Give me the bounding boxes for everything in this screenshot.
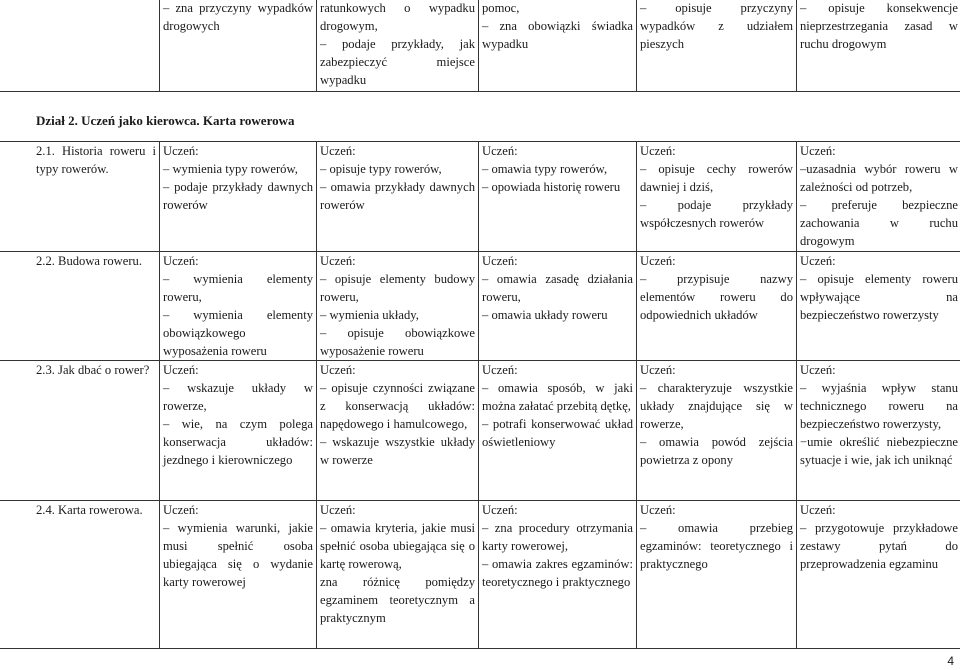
cell-heading: Uczeń: xyxy=(320,254,356,268)
cont-text: – zna przyczyny wypadków drogowych xyxy=(163,1,313,33)
cell-line: – omawia sposób, w jaki można załatać przebitą dętkę, xyxy=(482,381,633,413)
cell-line: – omawia przykłady dawnych rowerów xyxy=(320,180,475,212)
cell-heading: Uczeń: xyxy=(640,503,676,517)
cell-line: – omawia typy rowerów, xyxy=(482,162,608,176)
cell-line: – omawia przebieg egzaminów: teoretycznego i praktycznego xyxy=(640,521,793,571)
cell-line: – opowiada historię roweru xyxy=(482,180,621,194)
cell-heading: Uczeń: xyxy=(800,254,836,268)
topic-cell xyxy=(0,361,160,501)
topic-cell xyxy=(0,252,160,361)
cont-text: ratunkowych o wypadku drogowym, xyxy=(320,1,475,33)
req-cell xyxy=(160,361,317,501)
cell-heading: Uczeń: xyxy=(640,144,676,158)
cont-cell-3 xyxy=(479,0,637,91)
cell-line: – opisuje elementy budowy roweru, xyxy=(320,272,475,304)
cell-line: – opisuje czynności związane z konserwacją układów: napędowego i hamulcowego, xyxy=(320,381,475,431)
cell-line: – omawia układy roweru xyxy=(482,308,608,322)
topic-text: 2.4. Karta rowerowa. xyxy=(36,503,143,517)
req-cell xyxy=(479,501,637,649)
cell-line: zna różnicę pomiędzy egzaminem teoretycznym a praktycznym xyxy=(320,575,475,625)
req-cell xyxy=(797,361,960,501)
cell-line: – wyjaśnia wpływ stanu technicznego roweru na bezpieczeństwo rowerzysty, xyxy=(800,381,958,431)
req-cell xyxy=(797,252,960,361)
cell-line: – opisuje obowiązkowe wyposażenie roweru xyxy=(320,326,475,358)
cell-line: – wymienia elementy obowiązkowego wyposażenia roweru xyxy=(163,308,313,358)
cell-line: – zna procedury otrzymania karty rowerowej, xyxy=(482,521,633,553)
cell-heading: Uczeń: xyxy=(163,503,199,517)
cell-heading: Uczeń: xyxy=(482,254,518,268)
req-cell xyxy=(637,252,797,361)
cell-line: – wymienia typy rowerów, xyxy=(163,162,298,176)
cont-text: – podaje przykłady, jak zabezpieczyć miejsce wypadku xyxy=(320,37,475,87)
cell-line: – preferuje bezpieczne zachowania w ruchu drogowym xyxy=(800,198,958,248)
topic-text: 2.2. Budowa roweru. xyxy=(36,254,142,268)
req-cell xyxy=(637,501,797,649)
cont-text: – opisuje przyczyny wypadków z udziałem pieszych xyxy=(640,1,793,51)
topic-cell xyxy=(0,501,160,649)
req-cell xyxy=(479,252,637,361)
topic-text: 2.1. Historia roweru i typy rowerów. xyxy=(36,144,156,176)
cell-line: – przypisuje nazwy elementów roweru do odpowiednich układów xyxy=(640,272,793,322)
req-cell xyxy=(637,142,797,252)
cont-text: – zna obowiązki świadka wypadku xyxy=(482,19,633,51)
table-row xyxy=(0,252,960,361)
cont-cell-5 xyxy=(797,0,960,91)
page-number: 4 xyxy=(947,654,954,668)
cell-line: – opisuje elementy roweru wpływające na bezpieczeństwo rowerzysty xyxy=(800,272,958,322)
table-row xyxy=(0,142,960,252)
req-cell xyxy=(160,501,317,649)
req-cell xyxy=(479,361,637,501)
cell-line: – omawia kryteria, jakie musi spełnić osoba ubiegająca się o kartę rowerową, xyxy=(320,521,475,571)
req-cell xyxy=(317,142,479,252)
req-cell xyxy=(317,501,479,649)
req-cell xyxy=(797,142,960,252)
cont-cell-topic xyxy=(0,0,160,91)
cell-heading: Uczeń: xyxy=(482,363,518,377)
cell-line: – omawia zasadę działania roweru, xyxy=(482,272,633,304)
cell-line: −umie określić niebezpieczne sytuacje i wie, jak ich uniknąć xyxy=(800,435,958,467)
cell-heading: Uczeń: xyxy=(163,144,199,158)
req-cell xyxy=(637,361,797,501)
topic-text: 2.3. Jak dbać o rower? xyxy=(36,363,150,377)
cell-line: – wymienia elementy roweru, xyxy=(163,272,313,304)
cell-heading: Uczeń: xyxy=(482,144,518,158)
cell-line: – wymienia warunki, jakie musi spełnić osoba ubiegająca się o wydanie karty rowerowej xyxy=(163,521,313,589)
cell-line: – przygotowuje przykładowe zestawy pytań do przeprowadzenia egzaminu xyxy=(800,521,958,571)
continuation-table xyxy=(0,0,960,92)
cell-heading: Uczeń: xyxy=(320,144,356,158)
cell-line: – wskazuje wszystkie układy w rowerze xyxy=(320,435,475,467)
cont-cell-1 xyxy=(160,0,317,91)
req-cell xyxy=(160,252,317,361)
req-cell xyxy=(160,142,317,252)
cell-line: – omawia powód zejścia powietrza z opony xyxy=(640,435,793,467)
req-cell xyxy=(479,142,637,252)
req-cell xyxy=(317,252,479,361)
section-title: Dział 2. Uczeń jako kierowca. Karta rowerowa xyxy=(36,113,295,128)
cont-cell-4 xyxy=(637,0,797,91)
cell-line: – podaje przykłady współczesnych rowerów xyxy=(640,198,793,230)
cell-heading: Uczeń: xyxy=(800,144,836,158)
cell-heading: Uczeń: xyxy=(640,254,676,268)
cell-heading: Uczeń: xyxy=(163,363,199,377)
cell-line: – potrafi konserwować układ oświetleniowy xyxy=(482,417,633,449)
cell-line: – podaje przykłady dawnych rowerów xyxy=(163,180,313,212)
cont-text: pomoc, xyxy=(482,1,520,15)
cell-line: – wie, na czym polega konserwacja układów: jezdnego i kierowniczego xyxy=(163,417,313,467)
req-cell xyxy=(317,361,479,501)
cell-heading: Uczeń: xyxy=(640,363,676,377)
cell-line: – opisuje cechy rowerów dawniej i dziś, xyxy=(640,162,793,194)
topic-cell xyxy=(0,142,160,252)
cell-line: – wymienia układy, xyxy=(320,308,419,322)
cell-heading: Uczeń: xyxy=(320,363,356,377)
table-row xyxy=(0,501,960,649)
cell-line: – wskazuje układy w rowerze, xyxy=(163,381,313,413)
cell-heading: Uczeń: xyxy=(482,503,518,517)
cont-cell-2 xyxy=(317,0,479,91)
cell-line: – opisuje typy rowerów, xyxy=(320,162,442,176)
cont-text: – opisuje konsekwencje nieprzestrzegania zasad w ruchu drogowym xyxy=(800,1,958,51)
cell-line: – charakteryzuje wszystkie układy znajdujące się w rowerze, xyxy=(640,381,793,431)
table-row xyxy=(0,361,960,501)
cell-heading: Uczeń: xyxy=(800,503,836,517)
cell-heading: Uczeń: xyxy=(163,254,199,268)
requirements-table xyxy=(0,141,960,649)
req-cell xyxy=(797,501,960,649)
cell-line: –uzasadnia wybór roweru w zależności od potrzeb, xyxy=(800,162,958,194)
cell-heading: Uczeń: xyxy=(320,503,356,517)
cell-line: – omawia zakres egzaminów: teoretycznego i praktycznego xyxy=(482,557,633,589)
cell-heading: Uczeń: xyxy=(800,363,836,377)
